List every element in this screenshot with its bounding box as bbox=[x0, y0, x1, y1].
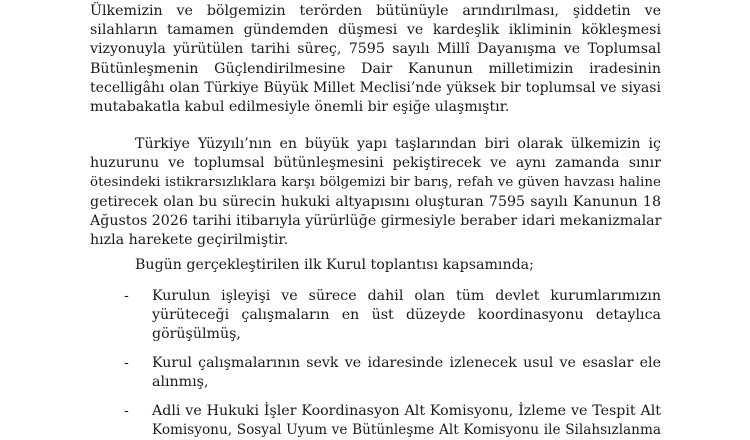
text-line: Bugün gerçekleştirilen ilk Kurul toplantısı kapsamında; bbox=[135, 257, 534, 273]
text-line: görüşülmüş, bbox=[152, 326, 241, 343]
text-line: Ülkemizin ve bölgemizin terörden bütünüyle arındırılması, şiddetin ve bbox=[90, 3, 661, 19]
text-line: Bütünleşmenin Güçlendirilmesine Dair Kanunun milletimizin iradesinin bbox=[90, 60, 661, 77]
text-line: ötesindeki istikrarsızlıklara karşı bölgemizi bir barış, refah ve güven havzası haline bbox=[90, 175, 661, 191]
bullet-dash: - bbox=[124, 355, 129, 371]
text-line: vizyonuyla yürütülen tarihi süreç, 7595 sayılı Millî Dayanışma ve Toplumsal bbox=[90, 41, 661, 58]
text-line: Kurulun işleyişi ve sürece dahil olan tüm devlet kurumlarımızın bbox=[152, 288, 661, 304]
text-line: silahların tamamen gündemden düşmesi ve kardeşlik ikliminin kökleşmesi bbox=[90, 22, 661, 39]
text-line: Kurul çalışmalarının sevk ve idaresinde izlenecek usul ve esaslar ele bbox=[152, 355, 661, 371]
paragraph-1 bbox=[90, 2, 661, 117]
text-line: Türkiye Yüzyılı’nın en büyük yapı taşlarından biri olarak ülkemizin iç bbox=[135, 136, 661, 152]
text-line: tecelligâhı olan Türkiye Büyük Millet Meclisi’nde yüksek bir toplumsal ve siyasi bbox=[90, 79, 661, 96]
text-line: getirecek olan bu sürecin hukuki altyapısını oluşturan 7595 sayılı Kanunun 18 bbox=[90, 193, 661, 210]
paragraph-2 bbox=[90, 135, 661, 250]
text-line: alınmış, bbox=[152, 374, 209, 391]
bullet-text bbox=[152, 402, 661, 440]
bullet-text bbox=[152, 287, 661, 345]
bullet-dash: - bbox=[124, 403, 129, 419]
bullet-dash: - bbox=[124, 288, 129, 304]
paragraph-3 bbox=[90, 256, 661, 275]
text-line: mutabakatla kabul edilmesiyle önemli bir eşiğe ulaşmıştır. bbox=[90, 99, 510, 116]
bullet-text bbox=[152, 354, 661, 392]
text-line: Komisyonu, Sosyal Uyum ve Bütünleşme Alt Komisyonu ile Silahsızlanma bbox=[152, 422, 661, 439]
text-line: Adli ve Hukuki İşler Koordinasyon Alt Komisyonu, İzleme ve Tespit Alt bbox=[152, 403, 661, 419]
text-line: Ağustos 2026 tarihi itibarıyla yürürlüğe girmesiyle beraber idari mekanizmalar bbox=[90, 212, 662, 229]
text-line: huzurunu ve toplumsal bütünleşmesini pekiştirecek ve aynı zamanda sınır bbox=[90, 155, 661, 172]
text-line: yürüteceği çalışmaların en üst düzeyde koordinasyonu detaylıca bbox=[152, 307, 661, 324]
text-line: hızla harekete geçirilmiştir. bbox=[90, 232, 289, 249]
